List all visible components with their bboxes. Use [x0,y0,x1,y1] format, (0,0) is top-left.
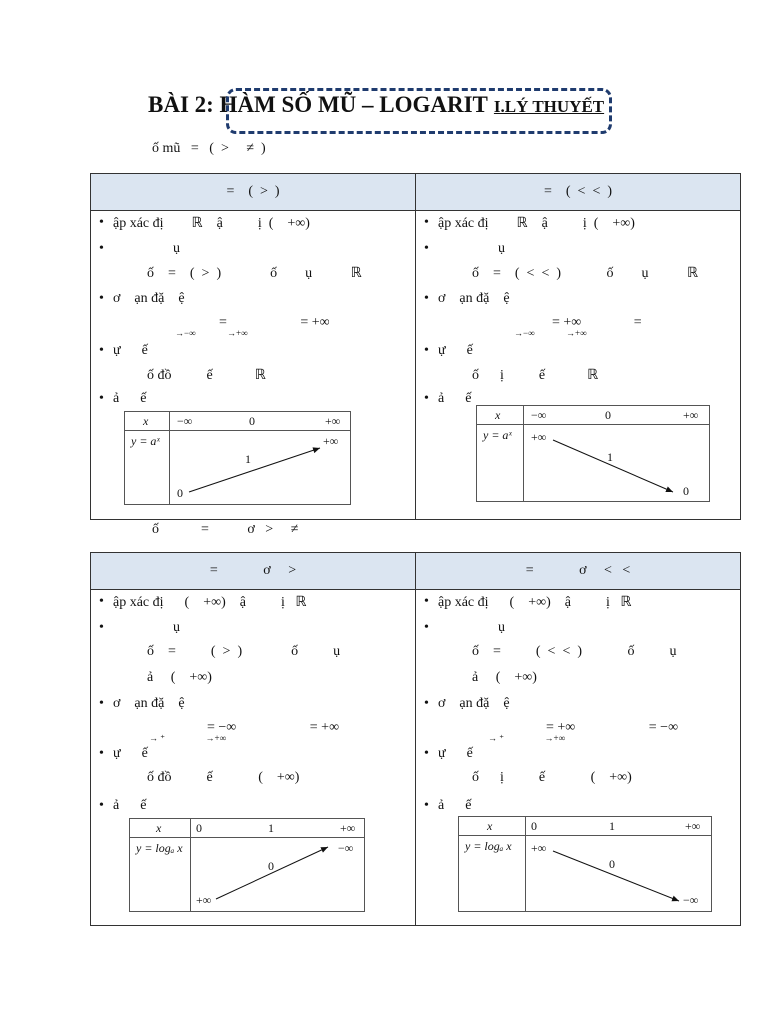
exp-left-domain: • ập xác đị ℝ ậ ị ( +∞) [113,215,310,232]
exp-left-asymptote: • ự ế [113,343,148,359]
log-left-var-title: • ả ế [113,798,146,814]
log-right-asymptote: • ự ế [438,746,473,762]
logarithm-table [90,552,741,926]
var-x-value: 0 [196,821,202,835]
var-y-label: y = aˣ [131,434,160,448]
exp-right-limits: • ơ ạn đặ ệ [438,291,510,307]
log-right-limits: • ơ ạn đặ ệ [438,696,510,712]
var-end: +∞ [323,434,339,448]
var-x-label: x [156,821,162,835]
var-x-value: 1 [609,819,615,833]
exp-right-var-title: • ả ế [438,391,471,407]
exp-left-cell [91,211,416,520]
title-main: BÀI 2: HÀM SỐ MŨ – LOGARIT [148,92,488,117]
title-sub: I.LÝ THUYẾT [493,97,605,116]
var-x-value: −∞ [531,408,547,422]
var-start: +∞ [196,893,212,907]
var-x-value: −∞ [177,414,193,428]
log-right-line: • ụ [438,620,505,636]
exp-left-var-title: • ả ế [113,391,146,407]
exp-right-asymptote: • ự ế [438,343,473,359]
title-dashed-frame [226,88,612,134]
log-right-domain: • ập xác đị ( +∞) ậ ị ℝ [438,594,631,611]
var-x-label: x [143,414,149,428]
log-right-line: ố = ( < < ) ố ụ [472,644,677,659]
log-left-line: • ụ [113,620,180,636]
var-start: 0 [177,486,183,500]
log-left-variation-table [129,818,365,912]
var-mid: 1 [607,450,613,464]
exp-right-line: = +∞ = [552,315,642,330]
exp-right-line: ố = ( < < ) ố ụ ℝ [472,266,699,281]
exp-right-header: = ( < < ) [543,184,612,199]
log-left-cell [91,590,416,926]
var-x-value: 0 [605,408,611,422]
var-x-value: +∞ [683,408,699,422]
exp-right-domain: • ập xác đị ℝ ậ ị ( +∞) [438,215,635,232]
var-start: +∞ [531,430,547,444]
log-right-line: ả ( +∞) [472,670,537,685]
decreasing-arrow [477,406,709,501]
log-left-line: = −∞ = +∞ [207,720,340,735]
log-right-variation-table [458,816,712,912]
exp-left-line: • ụ [113,241,180,257]
log-left-header: = ơ > [91,553,416,589]
log-left-asymptote: • ự ế [113,746,148,762]
exp-left-header: = ( > ) [91,174,416,210]
var-y-label: y = logₐ x [136,841,183,855]
var-end: −∞ [338,841,354,855]
var-x-value: 0 [531,819,537,833]
log-right-line: ố ị ế ( +∞) [472,770,632,785]
var-x-label: x [495,408,501,422]
exp-left-limits: • ơ ạn đặ ệ [113,291,185,307]
decreasing-arrow [459,817,711,911]
log-left-line: ố = ( > ) ố ụ [147,644,341,659]
var-x-label: x [487,819,493,833]
exp-right-variation-table [476,405,710,502]
log-left-line: ố đồ ế ( +∞) [147,770,300,785]
exp-left-variation-table [124,411,351,505]
log-left-limits: • ơ ạn đặ ệ [113,696,185,712]
var-end: −∞ [683,893,699,907]
var-x-value: 0 [249,414,255,428]
intro-logarithm: ố = ơ > ≠ [152,522,299,537]
exp-left-line: →−∞ →+∞ [175,328,248,338]
log-right-line: = +∞ = −∞ [546,720,679,735]
intro-exponential: ố mũ = ( > ≠ ) [152,141,266,156]
var-x-value: +∞ [685,819,701,833]
var-y-label: y = aˣ [483,428,512,442]
log-left-line: → ⁺ →+∞ [149,733,226,743]
var-mid: 1 [245,452,251,466]
log-left-domain: • ập xác đị ( +∞) ậ ị ℝ [113,594,306,611]
var-mid: 0 [268,859,274,873]
log-right-header: = ơ < < [525,563,631,578]
var-start: +∞ [531,841,547,855]
increasing-arrow [130,819,364,911]
log-left-line: ả ( +∞) [147,670,212,685]
var-x-value: +∞ [340,821,356,835]
exp-right-line: →−∞ →+∞ [514,328,587,338]
var-x-value: 1 [268,821,274,835]
var-end: 0 [683,484,689,498]
exp-right-line: ố ị ế ℝ [472,368,599,383]
exp-left-line: ố đồ ế ℝ [147,368,266,383]
logarithm-table-header [91,553,740,590]
exp-left-line: = = +∞ [219,315,330,330]
var-y-label: y = logₐ x [465,839,512,853]
exponential-table [90,173,741,520]
increasing-arrow [125,412,350,504]
log-right-cell [416,590,740,926]
log-right-line: → ⁺ →+∞ [488,733,565,743]
log-right-var-title: • ả ế [438,798,471,814]
var-mid: 0 [609,857,615,871]
exp-left-line: ố = ( > ) ố ụ ℝ [147,266,362,281]
exponential-table-header [91,174,740,211]
exp-right-cell [416,211,740,520]
exp-right-line: • ụ [438,241,505,257]
var-x-value: +∞ [325,414,341,428]
